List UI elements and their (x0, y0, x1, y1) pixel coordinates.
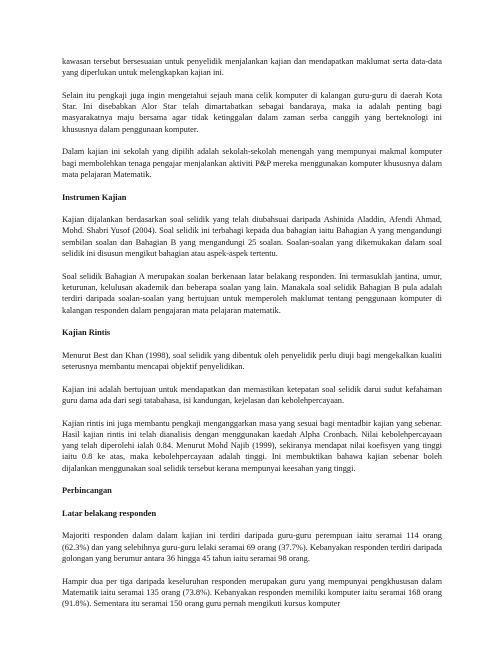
document-page (62, 56, 442, 621)
paragraph-8: Kajian rintis ini juga membantu pengkaji menganggarkan masa yang sesuai bagi mentadbir kajian yang sebenar. Hasil kajian rintis ini telah dianalisis dengan menggunakan kaedah Alpha Cronbach. Nilai kebolehpercayaan yang telah diperolehi ialah 0.84. Menurut Mohd Najib (1999), sekiranya mendapat nilai koefisyen yang tinggi iaitu 0.8 ke atas, maka kebolehpercayaan adalah tinggi. Ini membuktikan bahawa kajian sebenar boleh dijalankan menggunakan soal selidik tersebut kerana mempunyai keesahan yang tinggi. (62, 418, 442, 473)
paragraph-2: Selain itu pengkaji juga ingin mengetahui sejauh mana celik komputer di kalangan guru-guru di daerah Kota Star. Ini disebabkan Alor Star telah dimartabatkan sebagai bandaraya, maka ia adalah penting bagi masyarakatnya maju bersama agar tidak ketinggalan dalam zaman serba canggih yang berteknologi ini khususnya dalam penggunaan komputer. (62, 90, 442, 134)
heading-latar-belakang: Latar belakang responden (62, 508, 157, 518)
paragraph-3: Dalam kajian ini sekolah yang dipilih adalah sekolah-sekolah menengah yang mempunyai makmal komputer bagi membolehkan tenaga pengajar menjalankan aktiviti P&P mereka menggunakan komputer khususnya dalam mata pelajaran Matematik. (62, 147, 442, 179)
heading-perbincangan: Perbincangan (62, 486, 112, 496)
paragraph-7: Kajian ini adalah bertujuan untuk mendapatkan dan memastikan ketepatan soal selidik darui sudut kefahaman guru dama ada dari segi tatabahasa, isi kandungan, kejelasan dan kebolehpercayaan. (62, 384, 442, 405)
heading-kajian-rintis: Kajian Rintis (62, 328, 111, 338)
heading-instrumen-kajian: Instrumen Kajian (62, 192, 127, 202)
paragraph-5: Soal selidik Bahagian A merupakan soalan berkenaan latar belakang responden. Ini termasuklah jantina, umur, keturunan, kelulusan akademik dan beberapa soalan yang lain. Manakala soal selidik Bahagian B pula adalah terdiri daripada soalan-soalan yang bertujuan untuk memperoleh maklumat tentang penggunaan komputer di kalangan responden dalam pengajaran mata pelajaran matematik. (62, 271, 442, 315)
paragraph-1: kawasan tersebut bersesuaian untuk penyelidik menjalankan kajian dan mendapatkan maklumat serta data-data yang diperlukan untuk melengkapkan kajian ini. (62, 57, 442, 78)
paragraph-9: Majoriti responden dalam dalam kajian ini terdiri daripada guru-guru perempuan iaitu seramai 114 orang (62.3%) dan yang selebihnya guru-guru lelaki seramai 69 orang (37.7%). Kebanyakan responden terdiri daripada golongan yang berumur antara 36 hingga 45 tahun iaitu seramai 98 orang. (62, 531, 442, 564)
paragraph-4: Kajian dijalankan berdasarkan soal selidik yang telah diubahsuai daripada Ashinida Aladdin, Afendi Ahmad, Mohd. Shabri Yusof (2004). Soal selidik ini terbahagi kepada dua bahagian iaitu Bahagian A yang mengandungi sembilan soalan dan Bahagian B yang mengandungi 25 soalan. Soalan-soalan yang dikemukakan dalam soal selidik ini disusun mengikut bahagian atau aspek-aspek tertentu. (62, 215, 442, 259)
paragraph-6: Menurut Best dan Khan (1998), soal selidik yang dibentuk oleh penyelidik perlu diuji bagi mengekalkan kualiti seterusnya membantu mencapai objektif penyelidikan. (62, 350, 442, 372)
paragraph-10: Hampir dua per tiga daripada keseluruhan responden merupakan guru yang mempunyai pengkhususan dalam Matematik iaitu seramai 135 orang (73.8%). Kebanyakan responden memiliki komputer iaitu seramai 168 orang (91.8%). Sementara itu seramai 150 orang guru pernah mengikuti kursus komputer (62, 576, 442, 609)
